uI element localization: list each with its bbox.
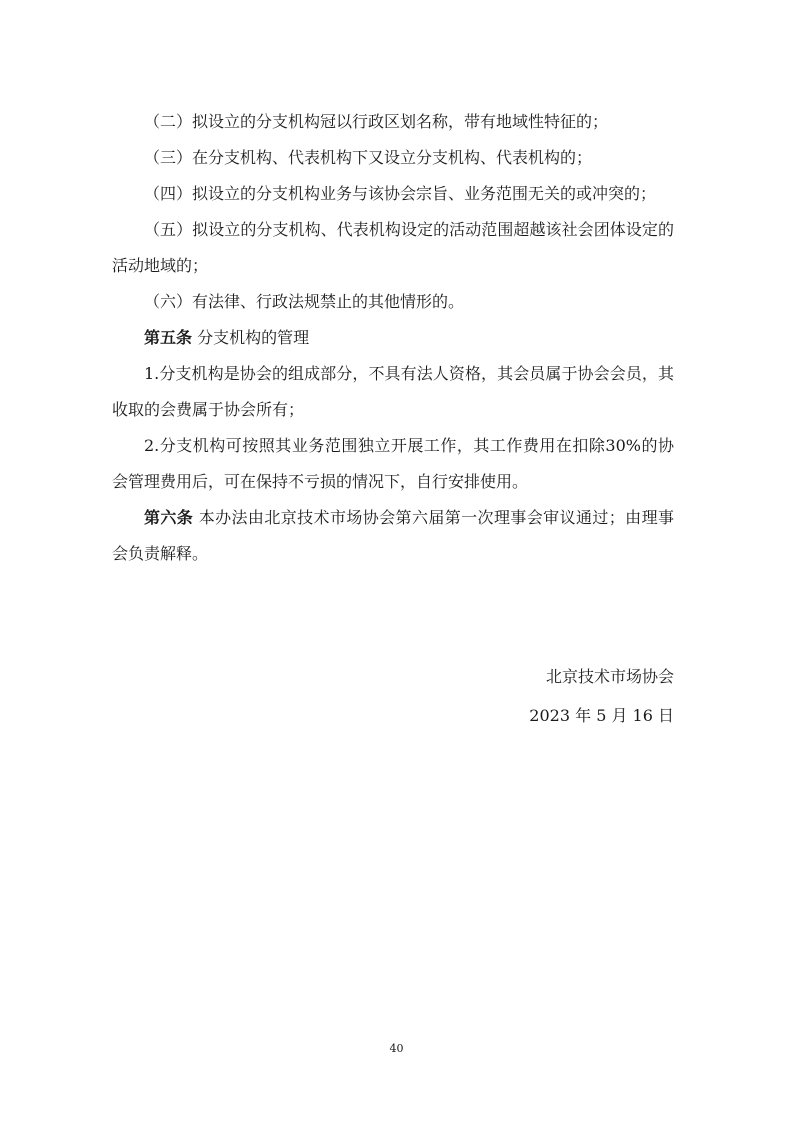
- list-item: （三）在分支机构、代表机构下又设立分支机构、代表机构的；: [144, 148, 593, 167]
- list-item: （四）拟设立的分支机构业务与该协会宗旨、业务范围无关的或冲突的；: [144, 184, 657, 203]
- article-6-heading: 第六条: [144, 508, 194, 527]
- list-item: （二）拟设立的分支机构冠以行政区划名称，带有地域性特征的；: [144, 112, 609, 131]
- list-item: 2.分支机构可按照其业务范围独立开展工作，其工作费用在扣除30%的协会管理费用后，可在保持不亏损的情况下，自行安排使用。: [112, 436, 674, 491]
- list-item: 1.分支机构是协会的组成部分，不具有法人资格，其会员属于协会会员，其收取的会费属于协会所有；: [112, 364, 674, 419]
- article-6-paragraph: [112, 500, 674, 572]
- list-item: （六）有法律、行政法规禁止的其他情形的。: [144, 292, 465, 311]
- signature-organization: 北京技术市场协会: [545, 667, 674, 686]
- article-5-title: 分支机构的管理: [197, 328, 310, 347]
- article-6-text: 本办法由北京技术市场协会第六届第一次理事会审议通过；由理事会负责解释。: [112, 508, 674, 563]
- document-body: [112, 104, 674, 572]
- article-5-heading: 第五条: [144, 328, 193, 347]
- list-item: （五）拟设立的分支机构、代表机构设定的活动范围超越该社会团体设定的活动地域的；: [112, 220, 674, 275]
- page-number: 40: [389, 1042, 404, 1055]
- signature-date: 2023 年 5 月 16 日: [529, 706, 674, 725]
- article-5-title-line: [112, 320, 674, 356]
